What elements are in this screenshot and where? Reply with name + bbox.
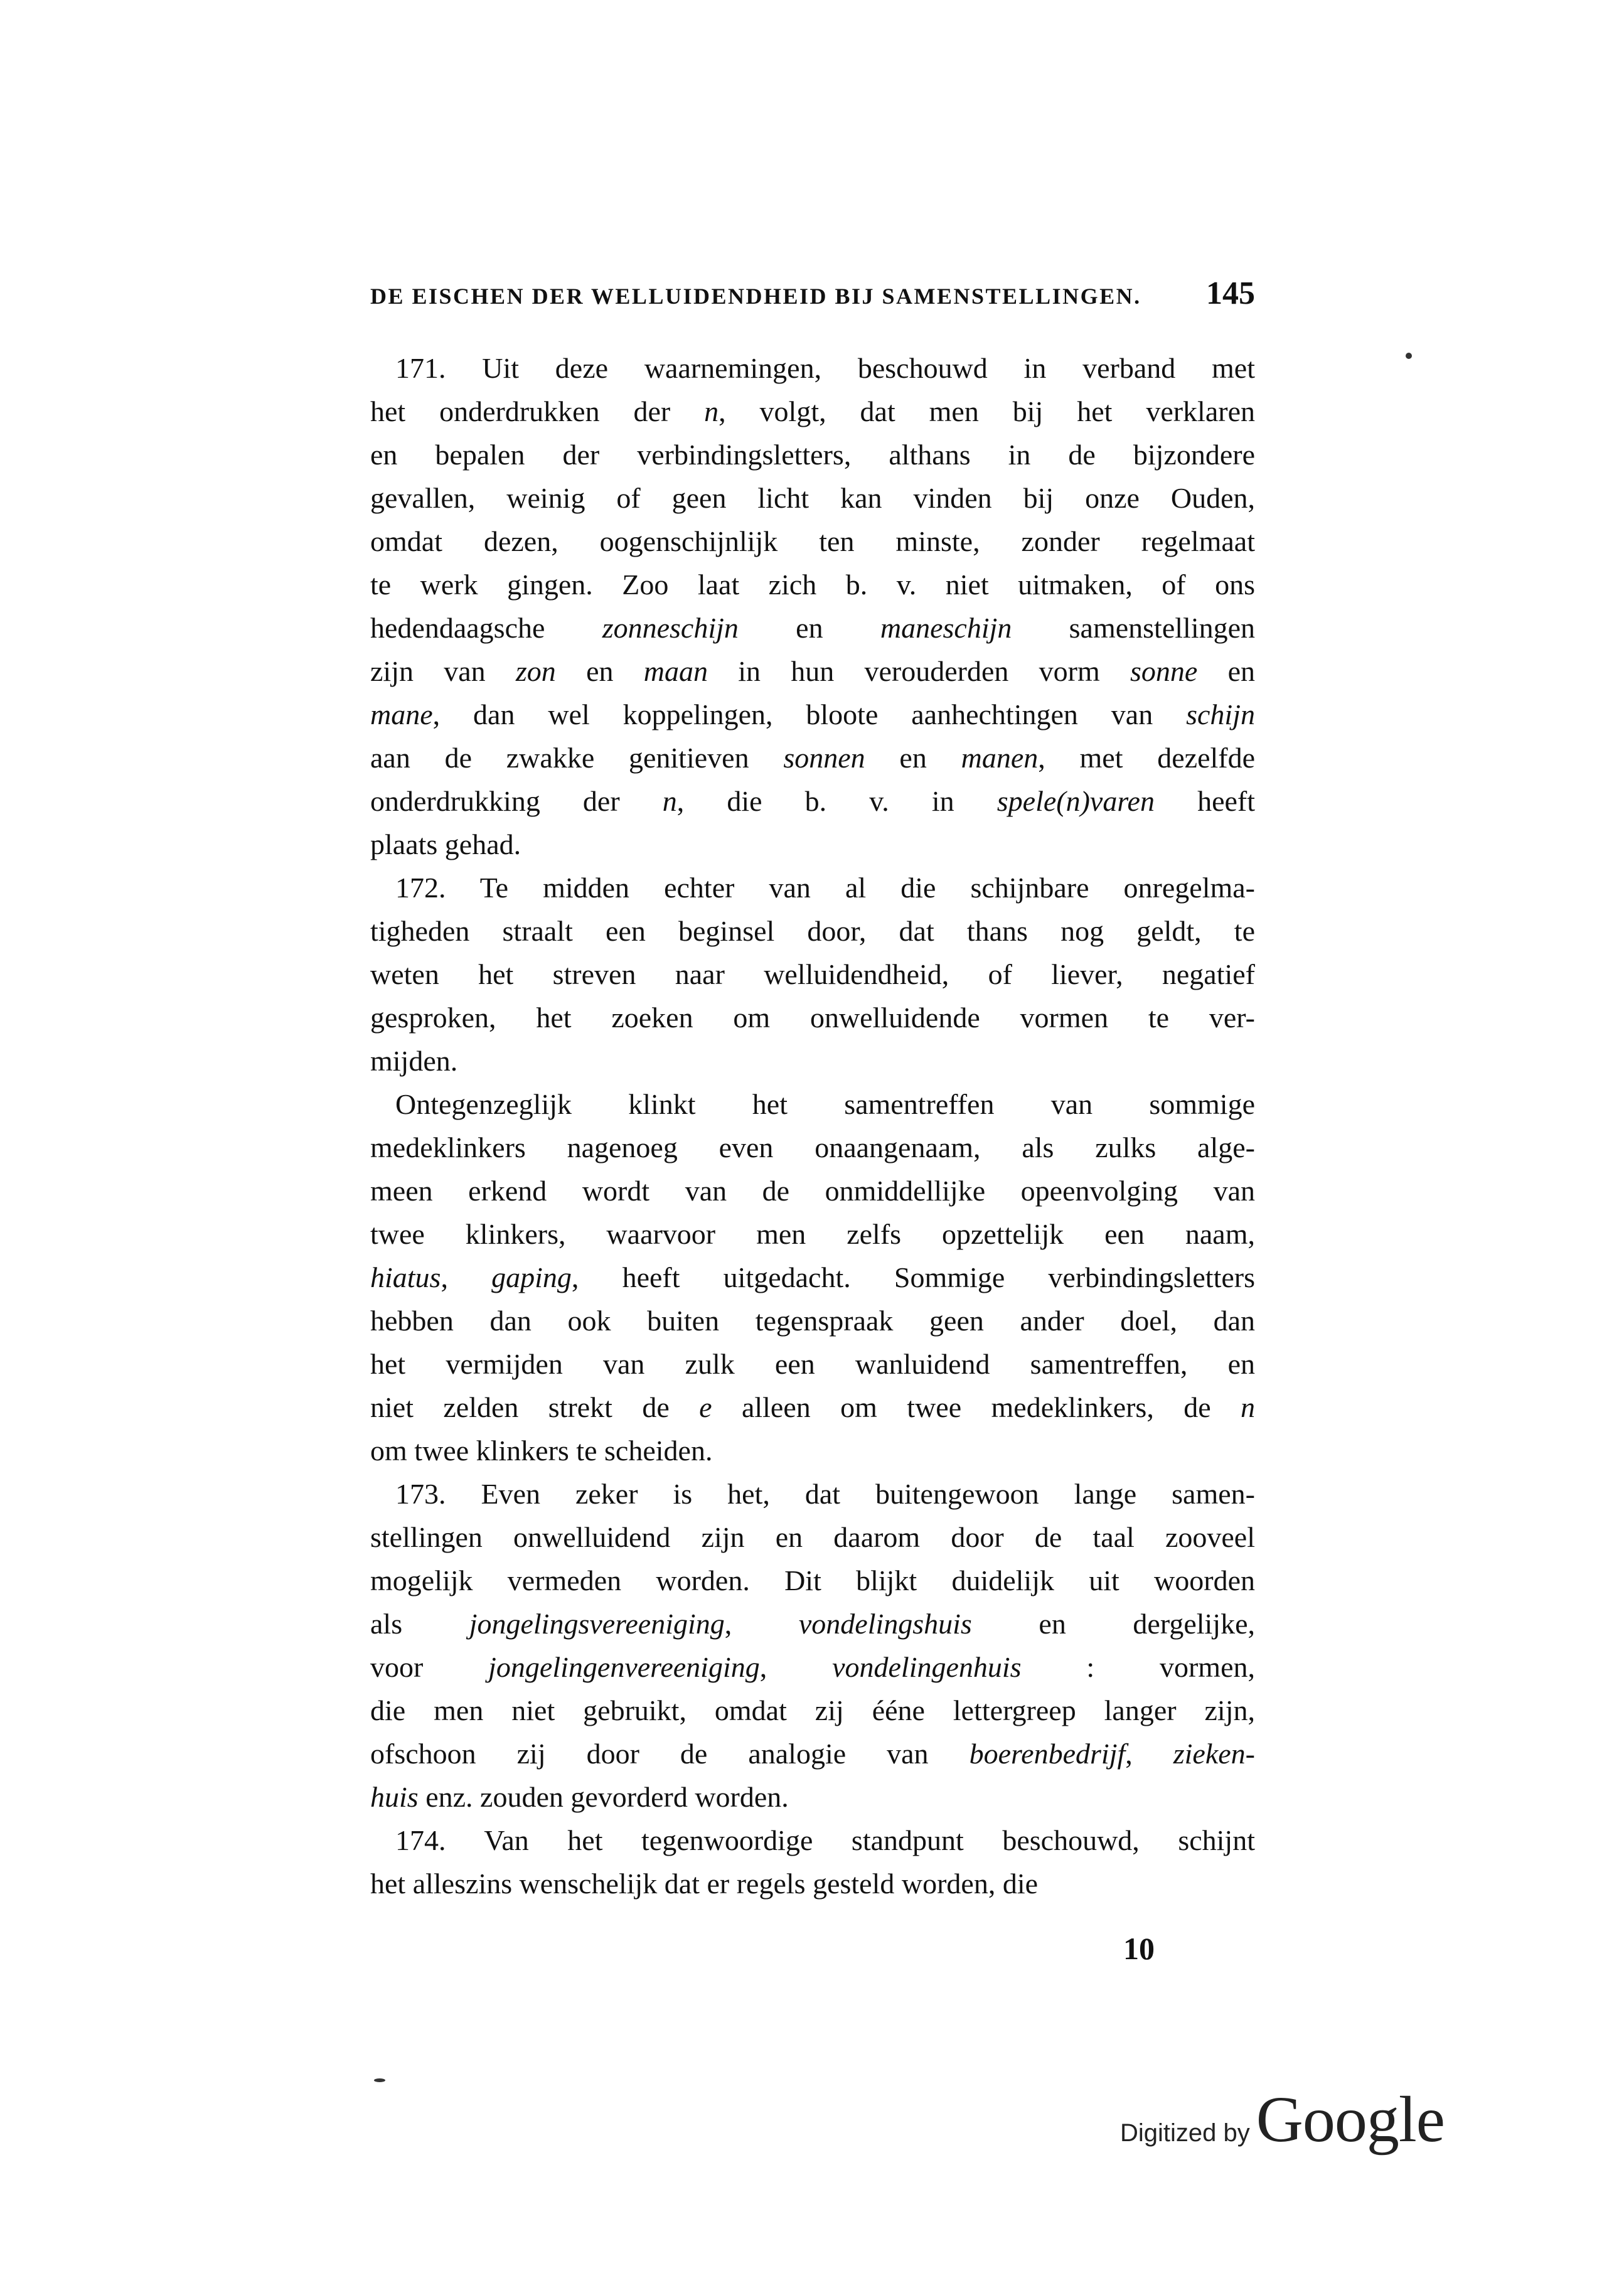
italic-word: schijn [1186,698,1255,730]
text-run: en [865,742,961,774]
text-line [370,520,1255,563]
text-line [370,433,1255,476]
text-run: weten het streven naar welluidendheid, of liever, negatief [370,958,1255,990]
body-text [370,346,1255,1905]
text-run: het onderdrukken der [370,395,705,427]
italic-word: zon [515,655,556,687]
italic-word: zieken- [1173,1738,1256,1770]
text-line [370,1299,1255,1342]
text-line [370,779,1255,823]
text-run: medeklinkers nagenoeg even onaangenaam, als zulks alge- [370,1131,1255,1163]
text-run: en [738,612,880,644]
text-run: omdat dezen, oogenschijnlijk ten minste, zonder regelmaat [370,525,1255,557]
text-run: twee klinkers, waarvoor men zelfs opzettelijk een naam, [370,1218,1255,1250]
text-run: voor [370,1651,489,1683]
text-run: , [724,1608,799,1640]
text-run: enz. zouden gevorderd worden. [418,1781,789,1813]
text-line [370,1386,1255,1429]
text-run: gevallen, weinig of geen licht kan vinden bij onze Ouden, [370,482,1255,514]
text-run: en dergelijke, [971,1608,1255,1640]
italic-word: vondelingenhuis [832,1651,1022,1683]
text-run: , [1125,1738,1173,1770]
italic-word: jongelingenvereeniging [488,1651,760,1683]
text-run: , volgt, dat men bij het verklaren [719,395,1255,427]
italic-word: jongelingsvereeniging [469,1608,725,1640]
italic-word: gaping [491,1261,572,1293]
text-line [370,909,1255,953]
text-run: stellingen onwelluidend zijn en daarom door de taal zooveel [370,1521,1255,1553]
text-run: ofschoon zij door de analogie van [370,1738,970,1770]
text-run: en [1197,655,1255,687]
italic-word: mane [370,698,433,730]
page-number: 145 [1206,275,1255,311]
speck-dot [374,2078,385,2082]
text-line [370,1472,1255,1516]
text-run: , met dezelfde [1038,742,1256,774]
text-line [370,1732,1255,1775]
text-run: hedendaagsche [370,612,602,644]
italic-word: n [1241,1391,1256,1423]
text-run: en [555,655,644,687]
text-line [370,1775,1255,1819]
text-run: , dan wel koppelingen, bloote aanhechtingen van [432,698,1187,730]
text-run: het alleszins wenschelijk dat er regels gesteld worden, die [370,1868,1039,1900]
watermark-prefix: Digitized by [1120,2119,1250,2147]
text-run: Ontegenzeglijk klinkt het samentreffen van sommige [395,1088,1255,1120]
text-line [370,1689,1255,1732]
text-line [370,1429,1255,1472]
text-run: tigheden straalt een beginsel door, dat thans nog geldt, te [370,915,1255,947]
text-run: in hun verouderden vorm [707,655,1130,687]
text-line [370,563,1255,606]
text-run: zijn van [370,655,516,687]
italic-word: n [662,785,677,817]
text-line [370,346,1255,390]
text-line [370,1169,1255,1212]
text-line [370,866,1255,909]
text-line [370,1039,1255,1083]
italic-word: spele(n)varen [996,785,1155,817]
italic-word: huis [370,1781,419,1813]
text-run: : vormen, [1021,1651,1256,1683]
text-line [370,1602,1255,1645]
text-run: 172. Te midden echter van al die schijnbare onregelma- [395,872,1255,904]
text-line [370,1645,1255,1689]
italic-word: maneschijn [880,612,1012,644]
text-run: die men niet gebruikt, omdat zij ééne lettergreep langer zijn, [370,1694,1255,1726]
text-run: samenstellingen [1012,612,1256,644]
text-line [370,693,1255,736]
text-line [370,390,1255,433]
text-line [370,650,1255,693]
text-line [370,1083,1255,1126]
google-logo: Google [1256,2083,1445,2156]
text-run: heeft [1154,785,1256,817]
italic-word: zonneschijn [602,612,739,644]
text-line [370,1516,1255,1559]
text-run: aan de zwakke genitieven [370,742,784,774]
text-run: , [759,1651,833,1683]
text-line [370,1342,1255,1386]
text-run: , die b. v. in [676,785,997,817]
text-run: meen erkend wordt van de onmiddellijke opeenvolging van [370,1175,1255,1207]
text-run: onderdrukking der [370,785,663,817]
text-run: alleen om twee medeklinkers, de [712,1391,1241,1423]
running-title: DE EISCHEN DER WELLUIDENDHEID BIJ SAMENSTELLINGEN. [370,284,1141,309]
text-line [370,1256,1255,1299]
text-line [370,1126,1255,1169]
text-run: en bepalen der verbindingsletters, althans in de bijzondere [370,439,1255,471]
text-run: om twee klinkers te scheiden. [370,1435,713,1467]
page-header [370,275,1255,312]
text-run: hebben dan ook buiten tegenspraak geen ander doel, dan [370,1305,1255,1337]
signature-mark: 10 [1123,1931,1155,1966]
text-run: 174. Van het tegenwoordige standpunt beschouwd, schijnt [395,1824,1255,1856]
text-run: mogelijk vermeden worden. Dit blijkt duidelijk uit woorden [370,1564,1255,1596]
text-run: als [370,1608,469,1640]
italic-word: n [704,395,719,427]
speck-dot [1406,353,1412,359]
text-line [370,823,1255,866]
italic-word: hiatus [370,1261,441,1293]
italic-word: boerenbedrijf [969,1738,1126,1770]
text-line [370,606,1255,650]
text-line [370,996,1255,1039]
italic-word: e [699,1391,712,1423]
digitized-watermark [1120,2082,1445,2157]
text-line [370,1819,1255,1862]
text-run: , [441,1261,492,1293]
text-run: , heeft uitgedacht. Sommige verbindingsletters [571,1261,1255,1293]
italic-word: manen [961,742,1039,774]
text-run: 173. Even zeker is het, dat buitengewoon lange samen- [395,1478,1255,1510]
text-line [370,476,1255,520]
italic-word: vondelingshuis [798,1608,972,1640]
text-run: plaats gehad. [370,828,521,860]
italic-word: maan [643,655,708,687]
text-line [370,736,1255,779]
italic-word: sonnen [783,742,865,774]
text-run: gesproken, het zoeken om onwelluidende vormen te ver- [370,1002,1255,1034]
text-run: 171. Uit deze waarnemingen, beschouwd in verband met [395,352,1255,384]
italic-word: sonne [1130,655,1198,687]
text-line [370,1212,1255,1256]
text-line [370,1559,1255,1602]
text-run: mijden. [370,1045,458,1077]
text-line [370,1862,1255,1905]
text-run: te werk gingen. Zoo laat zich b. v. niet uitmaken, of ons [370,569,1255,601]
text-line [370,953,1255,996]
text-run: het vermijden van zulk een wanluidend samentreffen, en [370,1348,1255,1380]
text-run: niet zelden strekt de [370,1391,700,1423]
